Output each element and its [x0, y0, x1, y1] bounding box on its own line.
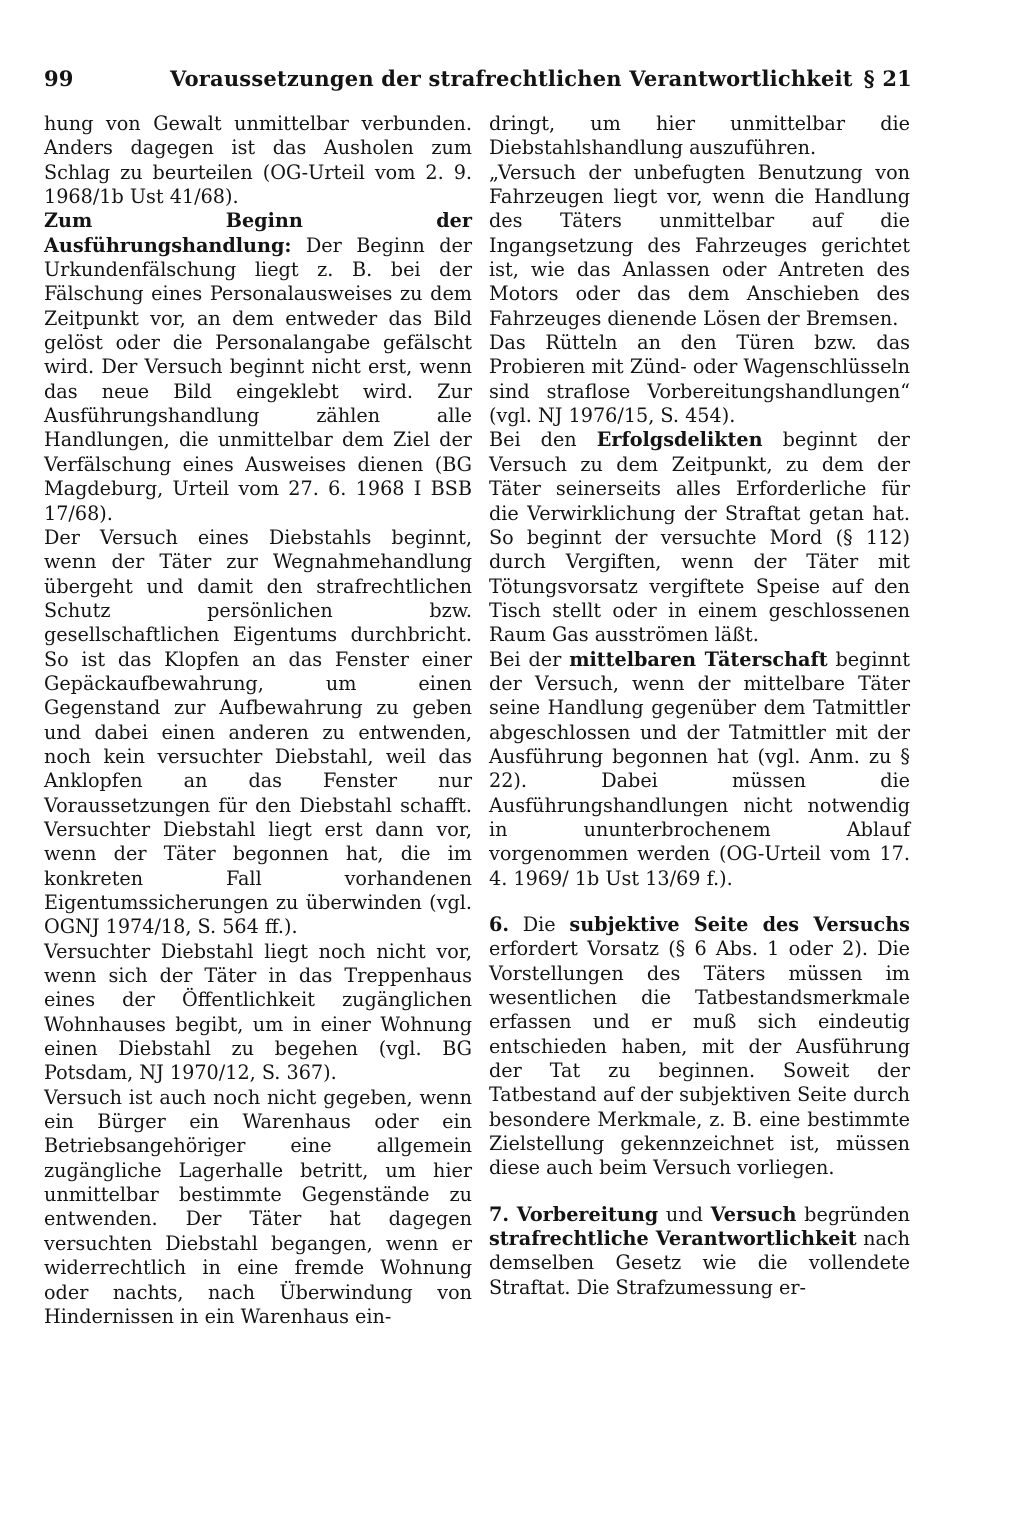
text-run: Bei der: [489, 647, 570, 671]
paragraph: [489, 112, 910, 161]
text-run: [509, 1203, 517, 1226]
text-run: Bei den: [489, 428, 597, 452]
text-run: nach demselben Gesetz wie die vollendete Straftat. Die Strafzumessung er-: [489, 1227, 910, 1299]
paragraph: [44, 112, 472, 209]
text-run: beginnt der Versuch zu dem Zeitpunkt, zu dem der Täter seinerseits alles Erforderliche für die Verwirklichung der Straftat getan hat. So beginnt der versuchte Mord (§ 112) durch Vergiften, wenn der Täter mit Tötungsvorsatz vergiftete Speise auf den Tisch stellt oder in einem geschlossenen Raum Gas ausströmen läßt.: [489, 428, 910, 647]
text-run: beginnt der Versuch, wenn der mittelbare Täter seine Handlung gegenüber dem Tatmittler abgeschlossen und der Tatmittler mit der Ausführung begonnen hat (vgl. Anm. zu § 22). Dabei müssen die Ausführungshandlungen nicht notwendig in ununterbrochenem Ablauf vorgenommen werden (OG-Urteil vom 17. 4. 1969/ 1b Ust 13/69 f.).: [489, 647, 910, 890]
text-run: erfordert Vorsatz (§ 6 Abs. 1 oder 2). Die Vorstellungen des Täters müssen im wesentlichen die Tatbestandsmerkmale erfassen und er muß sich eindeutig entschieden haben, mit der Ausführung der Tat zu beginnen. Soweit der Tatbestand auf der subjektiven Seite durch besondere Merkmale, z. B. eine bestimmte Zielstellung gekennzeichnet ist, müssen diese auch beim Versuch vorliegen.: [489, 937, 910, 1180]
text-run: hung von Gewalt unmittelbar verbunden. Anders dagegen ist das Ausholen zum Schlag zu beurteilen (OG-Urteil vom 2. 9. 1968/1b Ust 41/68).: [44, 112, 472, 209]
running-title: Voraussetzungen der strafrechtlichen Verantwortlichkeit: [170, 66, 853, 91]
text-run: „Versuch der unbefugten Benutzung von Fahrzeugen liegt vor, wenn die Handlung des Täters unmittelbar auf die Ingangsetzung des Fahrzeuges gerichtet ist, wie das Anlassen oder Antreten des Motors oder das dem Anschieben des Fahrzeuges dienende Lösen der Bremsen.: [489, 160, 910, 330]
text-run: Der Versuch eines Diebstahls beginnt, wenn der Täter zur Wegnahmehandlung übergeht und damit den strafrechtlichen Schutz persönlichen bzw. gesellschaftlichen Eigentums durchbricht. So ist das Klopfen an das Fenster einer Gepäckaufbewahrung, um einen Gegenstand zur Aufbewahrung zu geben und dabei einen anderen zu entwenden, noch kein versuchter Diebstahl, weil das Anklopfen an das Fenster nur Voraussetzungen für den Diebstahl schafft. Versuchter Diebstahl liegt erst dann vor, wenn der Täter begonnen hat, die im konkreten Fall vorhandenen Eigentumssicherungen zu überwinden (vgl. OGNJ 1974/18, S. 564 ff.).: [44, 525, 472, 939]
paragraph: [44, 940, 472, 1086]
paragraph: [44, 526, 472, 940]
right-text-column: [489, 112, 910, 1300]
text-run: und: [658, 1202, 711, 1226]
bold-term: 6.: [489, 913, 510, 936]
bold-term: mittelbaren Täterschaft: [569, 647, 828, 671]
left-text-column: [44, 112, 472, 1329]
paragraph: [44, 209, 472, 525]
paragraph: [489, 161, 910, 331]
paragraph: [44, 1086, 472, 1329]
bold-term: strafrechtliche Verantwortlichkeit: [489, 1227, 857, 1251]
paragraph: [489, 913, 910, 1181]
text-run: Versuchter Diebstahl liegt noch nicht vor, wenn sich der Täter in das Treppenhaus eines der Öffentlichkeit zugänglichen Wohnhauses begibt, um in einer Wohnung einen Diebstahl zu begehen (vgl. BG Potsdam, NJ 1970/12, S. 367).: [44, 939, 472, 1085]
text-run: Der Beginn der Urkundenfälschung liegt z. B. bei der Fälschung eines Personalausweises zu dem Zeitpunkt vor, an dem entweder das Bild gelöst oder die Personalangabe gefälscht wird. Der Versuch beginnt nicht erst, wenn das neue Bild eingeklebt wird. Zur Ausführungshandlung zählen alle Handlungen, die unmittelbar dem Ziel der Verfälschung eines Ausweises dienen (BG Magdeburg, Urteil vom 27. 6. 1968 I BSB 17/68).: [44, 233, 472, 525]
paragraph: [489, 1203, 910, 1300]
bold-term: Zum Beginn der Ausführungshandlung:: [44, 209, 472, 257]
bold-term: Versuch: [710, 1202, 797, 1226]
text-run: Versuch ist auch noch nicht gegeben, wenn ein Bürger ein Warenhaus oder ein Betriebsangehöriger eine allgemein zugängliche Lagerhalle betritt, um hier unmittelbar bestimmte Gegenstände zu entwenden. Der Täter hat dagegen versuchten Diebstahl begangen, wenn er widerrechtlich in eine fremde Wohnung oder nachts, nach Überwindung von Hindernissen in ein Warenhaus ein-: [44, 1085, 472, 1328]
paragraph: [489, 648, 910, 891]
page-number: 99: [44, 66, 74, 91]
bold-term: Erfolgsdelikten: [596, 428, 763, 452]
bold-term: Vorbereitung: [516, 1202, 659, 1226]
section-marker: § 21: [863, 66, 912, 91]
paragraph: [489, 331, 910, 428]
running-header: [44, 66, 912, 100]
bold-term: 7.: [489, 1202, 510, 1226]
paragraph: [489, 428, 910, 647]
text-run: begründen: [796, 1202, 910, 1226]
text-run: Das Rütteln an den Türen bzw. das Probieren mit Zünd- oder Wagenschlüsseln sind straflose Vorbereitungshandlungen“ (vgl. NJ 1976/15, S. 454).: [489, 331, 910, 428]
text-run: dringt, um hier unmittelbar die Diebstahlshandlung auszuführen.: [489, 112, 910, 160]
bold-term: subjektive Seite des Versuchs: [569, 913, 910, 936]
text-run: Die: [509, 913, 570, 936]
